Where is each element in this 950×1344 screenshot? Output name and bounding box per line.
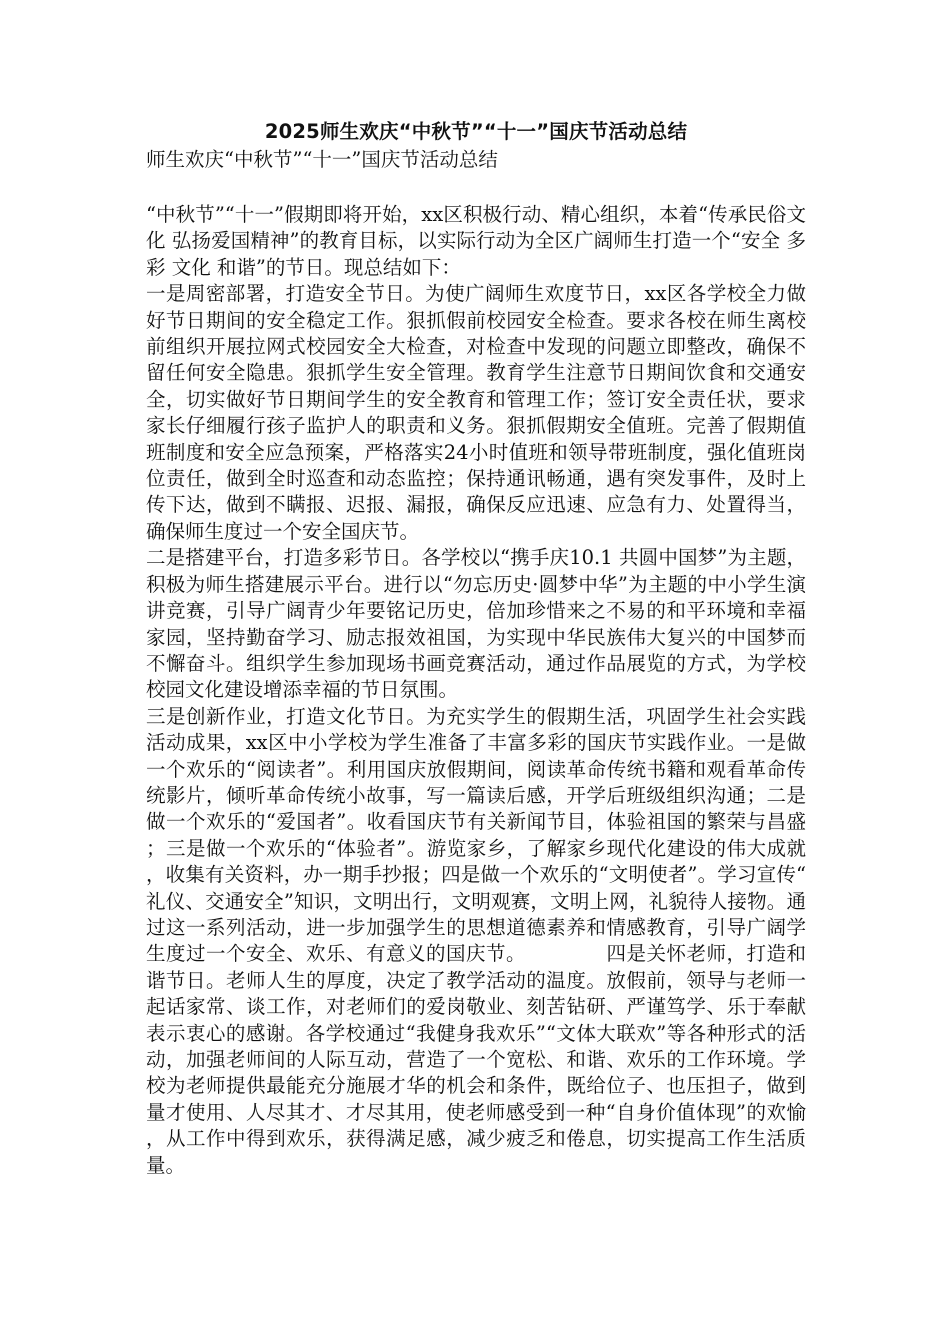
document-page: [146, 118, 806, 1179]
paragraph-homework: [146, 704, 806, 1179]
paragraph-safety: 一是周密部署，打造安全节日。为使广阔师生欢度节日，xx区各学校全力做好节日期间的安全稳定工作。狠抓假前校园安全检查。要求各校在师生离校前组织开展拉网式校园安全大检查，对检查中发现的问题立即整改，确保不留任何安全隐患。狠抓学生安全管理。教育学生注意节日期间饮食和交通安全，切实做好节日期间学生的安全教育和管理工作；签订安全责任状，要求家长仔细履行孩子监护人的职责和义务。狠抓假期安全值班。完善了假期值班制度和安全应急预案，严格落实24小时值班和领导带班制度，强化值班岗位责任，做到全时巡查和动态监控；保持通讯畅通，遇有突发事件，及时上传下达，做到不瞒报、迟报、漏报，确保反应迅速、应急有力、处置得当，确保师生度过一个安全国庆节。: [146, 282, 806, 543]
paragraph-platform: 二是搭建平台，打造多彩节日。各学校以“携手庆10.1 共圆中国梦”为主题，积极为师生搭建展示平台。进行以“勿忘历史·圆梦中华”为主题的中小学生演讲竞赛，引导广阔青少年要铭记历史，倍加珍惜来之不易的和平环境和幸福家园，坚持勤奋学习、励志报效祖国，为实现中华民族伟大复兴的中国梦而不懈奋斗。组织学生参加现场书画竞赛活动，通过作品展览的方式，为学校校园文化建设增添幸福的节日氛围。: [146, 546, 806, 702]
paragraph-homework-text: 三是创新作业，打造文化节日。为充实学生的假期生活，巩固学生社会实践活动成果，xx区中小学校为学生准备了丰富多彩的国庆节实践作业。一是做一个欢乐的“阅读者”。利用国庆放假期间，阅读革命传统书籍和观看革命传统影片，倾听革命传统小故事，写一篇读后感，开学后班级组织沟通；二是做一个欢乐的“爱国者”。收看国庆节有关新闻节目，体验祖国的繁荣与昌盛；三是做一个欢乐的“体验者”。游览家乡，了解家乡现代化建设的伟大成就，收集有关资料，办一期手抄报；四是做一个欢乐的“文明使者”。学习宣传“礼仪、交通安全”知识，文明出行，文明观赛，文明上网，礼貌待人接物。通过这一系列活动，进一步加强学生的思想道德素养和情感教育，引导广阔学生度过一个安全、欢乐、有意义的国庆节。: [146, 704, 806, 966]
document-subtitle: 师生欢庆“中秋节”“十一”国庆节活动总结: [146, 148, 498, 171]
document-title: 2025师生欢庆“中秋节”“十一”国庆节活动总结: [264, 120, 688, 143]
paragraph-intro: “中秋节”“十一”假期即将开始，xx区积极行动、精心组织，本着“传承民俗文化 弘扬爱国精神”的教育目标，以实际行动为全区广阔师生打造一个“安全 多彩 文化 和谐”的节日。现总结如下：: [146, 203, 806, 279]
paragraph-teachers-text: 四是关怀老师，打造和谐节日。老师人生的厚度，决定了教学活动的温度。放假前，领导与老师一起话家常、谈工作，对老师们的爱岗敬业、刻苦钻研、严谨笃学、乐于奉献表示衷心的感谢。各学校通过“我健身我欢乐”“文体大联欢”等各种形式的活动，加强老师间的人际互动，营造了一个宽松、和谐、欢乐的工作环境。学校为老师提供最能充分施展才华的机会和条件，既给位子、也压担子，做到量才使用、人尽其才、才尽其用，使老师感受到一种“自身价值体现”的欢愉，从工作中得到欢乐，获得满足感，减少疲乏和倦息，切实提高工作生活质量。: [146, 942, 806, 1177]
